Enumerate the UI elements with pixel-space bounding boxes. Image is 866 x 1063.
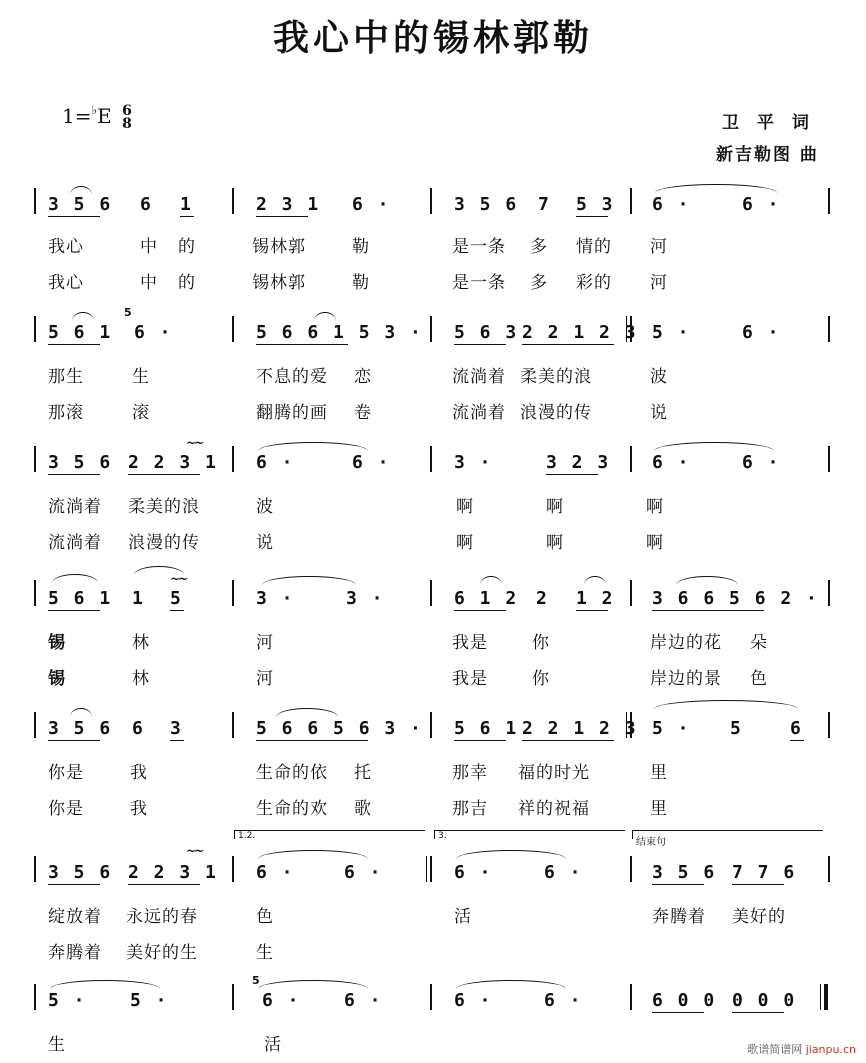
lyric-text: 勒 — [352, 237, 370, 257]
note-group: 6 · — [134, 322, 173, 343]
note-group: 2 2 1 2 3 — [522, 718, 638, 739]
lyric-text: 里 — [650, 799, 668, 819]
lyric-text: 浪漫的传 — [520, 403, 592, 423]
bar-line — [430, 316, 432, 342]
lyric-text: 活 — [264, 1035, 282, 1055]
bar-line — [232, 984, 234, 1010]
beam-underline — [454, 740, 506, 741]
lyric-text: 生 — [256, 943, 274, 963]
grace-note: 5 — [252, 974, 260, 987]
lyric-text: 中 — [140, 237, 158, 257]
note-group: 1 2 — [576, 588, 615, 609]
slur-mark — [456, 850, 566, 859]
lyric-text: 祥的祝福 — [518, 799, 590, 819]
note-group: 3 — [170, 718, 183, 739]
note-group: 2 — [536, 588, 549, 609]
bar-line — [630, 446, 632, 472]
lyric-text: 我 — [130, 763, 148, 783]
bar-line — [34, 856, 36, 882]
beam-underline — [546, 474, 598, 475]
note-group: 7 7 6 — [732, 862, 797, 883]
lyric-text: 波 — [256, 497, 274, 517]
volta-label: 3. — [438, 831, 447, 841]
slur-mark — [258, 442, 368, 451]
beam-underline — [522, 740, 614, 741]
beam-underline — [48, 740, 100, 741]
lyric-text: 啊 — [456, 497, 474, 517]
beam-underline — [256, 740, 368, 741]
slur-mark — [50, 980, 160, 989]
lyric-text: 的 — [178, 273, 196, 293]
slur-mark — [276, 708, 338, 717]
lyric-text: 那吉 — [452, 799, 488, 819]
volta-bracket — [234, 830, 425, 839]
lyric-text: 锡林郭 — [252, 237, 306, 257]
lyric-text: 多 — [530, 273, 548, 293]
lyric-text: 不息的爱 — [256, 367, 328, 387]
note-group: 6 · — [454, 990, 493, 1011]
note-group: 3 5 6 — [48, 718, 113, 739]
note-group: 5 — [730, 718, 743, 739]
note-group: 6 0 0 — [652, 990, 717, 1011]
lyric-text: 那幸 — [452, 763, 488, 783]
beam-underline — [48, 344, 100, 345]
slur-mark — [314, 312, 336, 321]
note-group: 3 5 6 — [652, 862, 717, 883]
note-group: 2 3 1 — [256, 194, 321, 215]
note-group: 2 2 3 1 — [128, 862, 218, 883]
lyric-text: 你是 — [48, 763, 84, 783]
lyric-text: 恋 — [354, 367, 372, 387]
lyric-text: 翻腾的画 — [256, 403, 328, 423]
lyric-text: 你 — [532, 633, 550, 653]
bar-line — [430, 446, 432, 472]
grace-note: 5 — [124, 306, 132, 319]
lyric-text: 多 — [530, 237, 548, 257]
note-group: 7 — [538, 194, 551, 215]
lyric-text: 岸边的景 — [650, 669, 722, 689]
trill-mark: ~~ — [186, 436, 203, 450]
note-group: 3 6 6 5 6 2 · — [652, 588, 819, 609]
bar-line — [430, 712, 432, 738]
note-group: 5 · — [652, 718, 691, 739]
bar-line — [630, 984, 632, 1010]
beam-underline — [128, 474, 200, 475]
note-group: 1 — [180, 194, 193, 215]
note-group: 6 · — [544, 990, 583, 1011]
lyric-text: 你 — [532, 669, 550, 689]
bar-line — [430, 984, 432, 1010]
lyric-text: 我 — [130, 799, 148, 819]
lyric-text: 河 — [650, 237, 668, 257]
beam-underline — [652, 1012, 704, 1013]
lyric-text: 福的时光 — [518, 763, 590, 783]
lyric-text: 啊 — [646, 497, 664, 517]
lyric-text: 永远的春 — [126, 907, 198, 927]
note-group: 6 · — [742, 322, 781, 343]
composer-credit: 新吉勒图 曲 — [716, 145, 819, 165]
note-group: 3 2 3 — [546, 452, 611, 473]
beam-underline — [576, 610, 608, 611]
lyric-text: 生 — [132, 367, 150, 387]
beam-underline — [180, 216, 194, 217]
beam-underline — [576, 216, 608, 217]
slur-mark — [654, 442, 774, 451]
lyric-text: 朵 — [750, 633, 768, 653]
beam-underline — [48, 216, 100, 217]
note-group: 3 · — [454, 452, 493, 473]
song-title: 我心中的锡林郭勒 — [272, 17, 593, 59]
lyric-text: 流淌着 — [452, 367, 506, 387]
lyric-text: 中 — [140, 273, 158, 293]
lyric-text: 奔腾着 — [48, 943, 102, 963]
trill-mark: ~~ — [170, 572, 187, 586]
lyric-text: 浪漫的传 — [128, 533, 200, 553]
lyric-text: 我心 — [48, 273, 84, 293]
lyric-text: 那生 — [48, 367, 84, 387]
bar-line — [828, 580, 830, 606]
note-group: 5 6 3 — [454, 322, 519, 343]
lyric-text: 色 — [750, 669, 768, 689]
bar-line — [426, 856, 427, 882]
lyric-text: 情的 — [576, 237, 612, 257]
bar-line — [828, 188, 830, 214]
bar-line — [630, 580, 632, 606]
note-group: 5 3 — [576, 194, 615, 215]
lyric-text: 啊 — [546, 497, 564, 517]
lyric-text: 生 — [48, 1035, 66, 1055]
note-group: 6 — [790, 718, 803, 739]
note-group: 6 — [140, 194, 153, 215]
beam-underline — [48, 610, 100, 611]
bar-line — [232, 446, 234, 472]
bar-line — [34, 580, 36, 606]
lyric-text: 美好的生 — [126, 943, 198, 963]
lyric-text: 奔腾着 — [652, 907, 706, 927]
bar-line — [232, 188, 234, 214]
note-group: 5 6 6 1 5 3 · — [256, 322, 423, 343]
lyric-text: 锡林郭 — [252, 273, 306, 293]
lyric-text: 啊 — [646, 533, 664, 553]
lyric-text: 流淌着 — [48, 533, 102, 553]
lyric-text: 河 — [256, 669, 274, 689]
note-group: 5 — [170, 588, 183, 609]
lyric-text: 美好的 — [732, 907, 786, 927]
beam-underline — [256, 216, 308, 217]
bar-line — [232, 856, 234, 882]
beam-underline — [732, 884, 784, 885]
slur-mark — [72, 312, 94, 321]
lyric-text: 柔美的浪 — [128, 497, 200, 517]
beam-underline — [454, 344, 506, 345]
bar-line — [824, 984, 828, 1010]
lyric-text: 的 — [178, 237, 196, 257]
note-group: 6 · — [742, 194, 781, 215]
note-group: 3 · — [256, 588, 295, 609]
lyric-text: 说 — [650, 403, 668, 423]
bar-line — [232, 316, 234, 342]
note-group: 5 · — [130, 990, 169, 1011]
lyric-text: 滚 — [132, 403, 150, 423]
beam-underline — [48, 474, 100, 475]
note-group: 0 0 0 — [732, 990, 797, 1011]
note-group: 6 · — [256, 862, 295, 883]
bar-line — [34, 188, 36, 214]
lyric-text: 是一条 — [452, 273, 506, 293]
lyric-text: 锡 — [48, 633, 66, 653]
note-group: 6 · — [262, 990, 301, 1011]
lyric-text: 卷 — [354, 403, 372, 423]
note-group: 3 5 6 — [48, 862, 113, 883]
lyric-text: 里 — [650, 763, 668, 783]
lyric-text: 啊 — [456, 533, 474, 553]
lyric-text: 绽放着 — [48, 907, 102, 927]
slur-mark — [655, 184, 777, 193]
bar-line — [828, 712, 830, 738]
bar-line — [820, 984, 821, 1010]
bar-line — [34, 984, 36, 1010]
slur-mark — [654, 700, 798, 709]
bar-line — [34, 316, 36, 342]
beam-underline — [48, 884, 100, 885]
time-signature: 6 8 — [122, 102, 132, 132]
lyric-text: 林 — [132, 669, 150, 689]
beam-underline — [170, 740, 184, 741]
lyric-text: 说 — [256, 533, 274, 553]
note-group: 6 · — [344, 862, 383, 883]
lyric-text: 波 — [650, 367, 668, 387]
note-group: 6 · — [344, 990, 383, 1011]
bar-line — [430, 580, 432, 606]
trill-mark: ~~ — [186, 844, 203, 858]
lyric-text: 色 — [256, 907, 274, 927]
note-group: 3 5 6 — [454, 194, 519, 215]
volta-label: 结束句 — [636, 837, 666, 848]
note-group: 5 6 1 — [454, 718, 519, 739]
note-group: 6 · — [652, 452, 691, 473]
lyric-text: 那滚 — [48, 403, 84, 423]
lyricist-credit: 卫 平 词 — [722, 113, 815, 133]
slur-mark — [262, 576, 356, 585]
lyric-text: 生命的依 — [256, 763, 328, 783]
note-group: 3 5 6 — [48, 194, 113, 215]
note-group: 2 2 3 1 — [128, 452, 218, 473]
beam-underline — [128, 884, 200, 885]
beam-underline — [522, 344, 614, 345]
note-group: 6 1 2 — [454, 588, 519, 609]
volta-label: 1.2. — [238, 831, 256, 841]
volta-bracket — [434, 830, 625, 839]
lyric-text: 锡 — [48, 669, 66, 689]
lyric-text: 是一条 — [452, 237, 506, 257]
lyric-text: 柔美的浪 — [520, 367, 592, 387]
lyric-text: 河 — [256, 633, 274, 653]
bar-line — [232, 580, 234, 606]
lyric-text: 托 — [354, 763, 372, 783]
note-group: 5 6 6 5 6 3 · — [256, 718, 423, 739]
lyric-text: 啊 — [546, 533, 564, 553]
bar-line — [828, 856, 830, 882]
key-signature: 1=♭E 6 8 — [62, 102, 132, 132]
lyric-text: 流淌着 — [452, 403, 506, 423]
lyric-text: 勒 — [352, 273, 370, 293]
bar-line — [430, 856, 432, 882]
lyric-text: 我心 — [48, 237, 84, 257]
beam-underline — [454, 610, 506, 611]
slur-mark — [70, 708, 92, 717]
lyric-text: 彩的 — [576, 273, 612, 293]
slur-mark — [480, 576, 502, 585]
watermark: 歌谱简谱网 jianpu.cn — [747, 1043, 856, 1056]
note-group: 6 · — [652, 194, 691, 215]
note-group: 6 · — [256, 452, 295, 473]
beam-underline — [256, 344, 348, 345]
bar-line — [34, 712, 36, 738]
lyric-text: 河 — [650, 273, 668, 293]
note-group: 2 2 1 2 3 — [522, 322, 638, 343]
note-group: 6 · — [352, 194, 391, 215]
bar-line — [232, 712, 234, 738]
note-group: 6 — [132, 718, 145, 739]
note-group: 5 · — [652, 322, 691, 343]
lyric-text: 林 — [132, 633, 150, 653]
beam-underline — [652, 884, 704, 885]
lyric-text: 我是 — [452, 633, 488, 653]
lyric-text: 活 — [454, 907, 472, 927]
lyric-text: 岸边的花 — [650, 633, 722, 653]
bar-line — [828, 316, 830, 342]
beam-underline — [790, 740, 804, 741]
slur-mark — [676, 576, 738, 585]
note-group: 6 · — [742, 452, 781, 473]
lyric-text: 你是 — [48, 799, 84, 819]
slur-mark — [258, 850, 368, 859]
note-group: 5 6 1 — [48, 322, 113, 343]
note-group: 6 · — [544, 862, 583, 883]
bar-line — [828, 446, 830, 472]
note-group: 5 · — [48, 990, 87, 1011]
bar-line — [630, 188, 632, 214]
note-group: 1 — [132, 588, 145, 609]
note-group: 6 · — [454, 862, 493, 883]
note-group: 3 · — [346, 588, 385, 609]
beam-underline — [170, 610, 184, 611]
lyric-text: 流淌着 — [48, 497, 102, 517]
lyric-text: 生命的欢 — [256, 799, 328, 819]
bar-line — [430, 188, 432, 214]
note-group: 5 6 1 — [48, 588, 113, 609]
slur-mark — [258, 980, 368, 989]
lyric-text: 歌 — [354, 799, 372, 819]
slur-mark — [456, 980, 566, 989]
beam-underline — [652, 610, 764, 611]
slur-mark — [584, 576, 606, 585]
note-group: 3 5 6 — [48, 452, 113, 473]
bar-line — [630, 856, 632, 882]
lyric-text: 我是 — [452, 669, 488, 689]
note-group: 6 · — [352, 452, 391, 473]
beam-underline — [732, 1012, 784, 1013]
slur-mark — [52, 574, 98, 583]
bar-line — [34, 446, 36, 472]
